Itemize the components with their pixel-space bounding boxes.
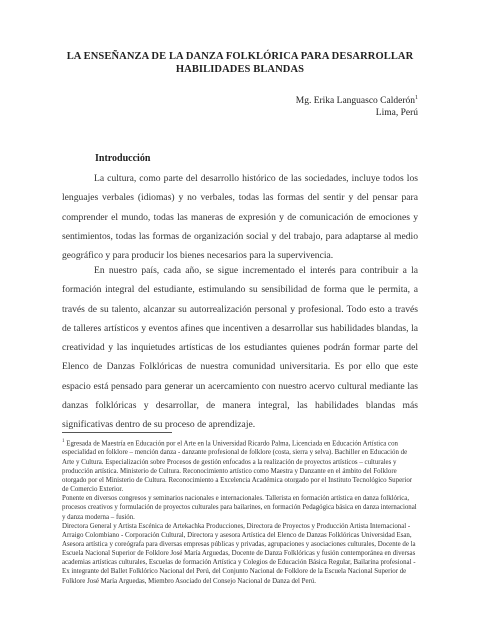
footnotes (62, 437, 418, 586)
paper-title-line-1: LA ENSEÑANZA DE LA DANZA FOLKLÓRICA PARA DESARROLLAR (66, 51, 414, 62)
footnote-separator (62, 432, 172, 433)
author-name: Mg. Erika Languasco Calderón (295, 96, 415, 107)
footnote-1 (62, 437, 418, 494)
section-heading-introduccion: Introducción (95, 153, 151, 164)
footnote-marker: 1 (62, 439, 65, 444)
author-block (296, 92, 418, 119)
paper-title-line-2: HABILIDADES BLANDAS (175, 64, 305, 75)
body-paragraph-2: En nuestro país, cada año, se sigue incrementado el interés para contribuir a la formación integral del estudiante, estimulando su sensibilidad de forma que le permita, a través de su talento, alcanzar su autorrealización personal y profesional. Todo esto a través de talleres artísticos y eventos afines que incentiven a desarrollar sus habilidades blandas, la creatividad y las inquietudes artísticas de los estudiantes quienes podrán formar parte del Elenco de Danzas Folklóricas de nuestra comunidad universitaria. Es por ello que este espacio está pensado para generar un acercamiento con nuestro acervo cultural mediante las danzas folklóricas y desarrollar, de manera integral, las habilidades blandas más significativas dentro de su proceso de aprendizaje. (62, 265, 418, 431)
author-footnote-marker[interactable]: 1 (415, 95, 418, 101)
body-paragraph-2-container (62, 261, 418, 435)
footnote-2: Ponente en diversos congresos y seminarios nacionales e internacionales. Tallerista en formación artística en danza folklórica, procesos creativos y formulación de proyectos culturales para bailarines, en formación Pedagógica básica en danza internacional y danza moderna – fusión. (62, 495, 417, 521)
footnote-1-text: Egresada de Maestría en Educación por el Arte en la Universidad Ricardo Palma, Licenciada en Educación Artística con especialidad en folklore – mención danza - danzante profesional de folklore (costa, sierra y selva). Bachiller en Educación de Arte y Cultura. Especialización sobre Procesos de gestión enfocados a la realización de proyectos artísticos – culturales y producción artística. Ministerio de Cultura. Reconocimiento artístico como Maestra y Danzante en el ámbito del Folklore otorgado por el Ministerio de Cultura. Reconocimiento a Excelencia Académica otorgado por el Instituto Tecnológico Superior de Comercio Exterior. (62, 440, 413, 494)
body-paragraph-1-container (62, 169, 418, 265)
author-name-line (296, 92, 418, 107)
author-location: Lima, Perú (375, 108, 418, 119)
footnote-3: Directora General y Artista Escénica de Artekachka Producciones, Directora de Proyectos y Producción Artista Internacional - Arraigo Colombiano - Corporación Cultural, Directora y asesora Artística del Elenco de Danzas Folklóricas Universidad Esan, Asesora artística y coreógrafa para diversas empresas públicas y privadas, agrupaciones y asociaciones culturales, Docente de la Escuela Nacional Superior de Folklore José María Arguedas, Docente de Danza Folklóricas y fusión contemporánea en diversas academias artísticas culturales, Escuelas de formación Artística y Colegios de Educación Básica Regular, Bailarina profesional - Ex integrante del Ballet Folklórico Nacional del Perú, del Conjunto Nacional de Folklore de la Escuela Nacional Superior de Folklore José María Arguedas, Miembro Asociado del Consejo Nacional de Danza del Perú. (62, 522, 416, 585)
body-paragraph-1: La cultura, como parte del desarrollo histórico de las sociedades, incluye todos los lenguajes verbales (idiomas) y no verbales, todas las formas del sentir y del pensar para comprender el mundo, todas las maneras de expresión y de comunicación de emociones y sentimientos, todas las formas de organización social y del trabajo, para adaptarse al medio geográfico y para producir los bienes necesarios para la supervivencia. (62, 173, 418, 262)
paper-title (60, 50, 420, 76)
